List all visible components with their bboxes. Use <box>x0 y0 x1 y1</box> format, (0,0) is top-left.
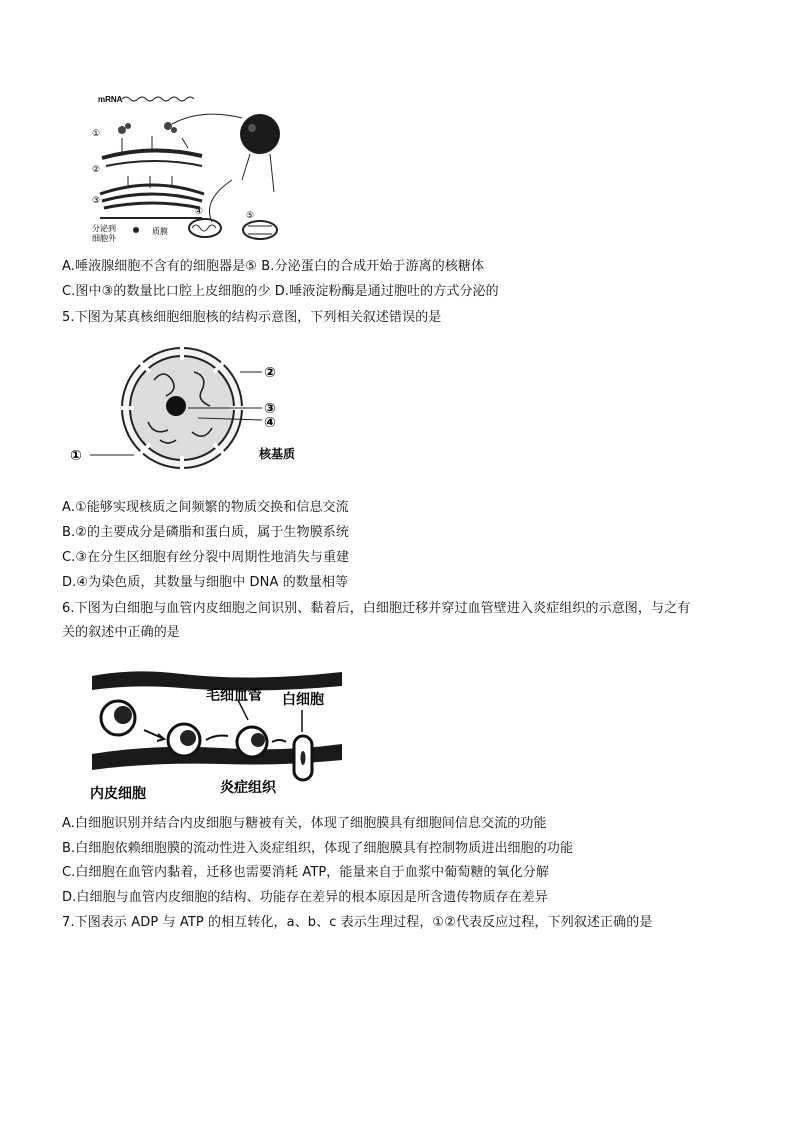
q6-option-b: B.白细胞依赖细胞膜的流动性进入炎症组织，体现了细胞膜具有控制物质进出细胞的功能 <box>62 841 574 856</box>
marker-3: ③ <box>92 196 101 206</box>
endothelial-label: 内皮细胞 <box>90 786 146 802</box>
nucleus-figure <box>64 340 314 475</box>
q7-stem: 7.下图表示 ADP 与 ATP 的相互转化，a、b、c 表示生理过程，①②代表反应过程，下列叙述正确的是 <box>62 915 653 930</box>
q5-option-d: D.④为染色质，其数量与细胞中 DNA 的数量相等 <box>62 575 349 590</box>
q4-options-line-2: C.图中③的数量比口腔上皮细胞的少 D.唾液淀粉酶是通过胞吐的方式分泌的 <box>62 284 499 299</box>
inflamed-tissue-label: 炎症组织 <box>220 780 276 796</box>
nucleoplasm-label: 核基质 <box>259 447 296 461</box>
q6-option-d: D.白细胞与血管内皮细胞的结构、功能存在差异的根本原因是所含遗传物质存在差异 <box>62 890 548 905</box>
q6-stem-line-2: 关的叙述中正确的是 <box>62 625 180 640</box>
marker-1: ① <box>92 129 101 139</box>
q6-stem-line-1: 6.下图为白细胞与血管内皮细胞之间识别、黏着后，白细胞迁移并穿过血管壁进入炎症组织的示意图，与之有 <box>62 601 691 616</box>
nucleus-marker-4: ④ <box>264 415 276 431</box>
capillary-label: 毛细血管 <box>206 688 262 704</box>
label-membrane: 质膜 <box>152 227 168 236</box>
mrna-label: mRNA <box>98 95 123 104</box>
secretory-pathway-figure <box>92 88 292 248</box>
q5-option-c: C.③在分生区细胞有丝分裂中周期性地消失与重建 <box>62 550 350 565</box>
q6-option-c: C.白细胞在血管内黏着，迁移也需要消耗 ATP，能量来自于血浆中葡萄糖的氧化分解 <box>62 865 550 880</box>
q6-option-a: A.白细胞识别并结合内皮细胞与糖被有关，体现了细胞膜具有细胞间信息交流的功能 <box>62 816 547 831</box>
nucleus-marker-2: ② <box>264 365 276 381</box>
leukocyte-migration-figure <box>88 660 350 802</box>
q5-option-b: B.②的主要成分是磷脂和蛋白质，属于生物膜系统 <box>62 525 350 540</box>
marker-5: ⑤ <box>246 211 255 221</box>
marker-2: ② <box>92 165 101 175</box>
q5-stem: 5.下图为某真核细胞细胞核的结构示意图，下列相关叙述错误的是 <box>62 310 442 325</box>
marker-4: ④ <box>195 207 204 217</box>
q4-options-line-1: A.唾液腺细胞不含有的细胞器是⑤ B.分泌蛋白的合成开始于游离的核糖体 <box>62 259 485 274</box>
wbc-label: 白细胞 <box>282 692 324 708</box>
nucleus-marker-3: ③ <box>264 401 276 417</box>
label-secreted: 分泌到 <box>92 224 116 233</box>
nucleus-marker-1: ① <box>70 448 82 464</box>
q5-option-a: A.①能够实现核质之间频繁的物质交换和信息交流 <box>62 500 349 515</box>
label-outside: 细胞外 <box>92 234 116 243</box>
